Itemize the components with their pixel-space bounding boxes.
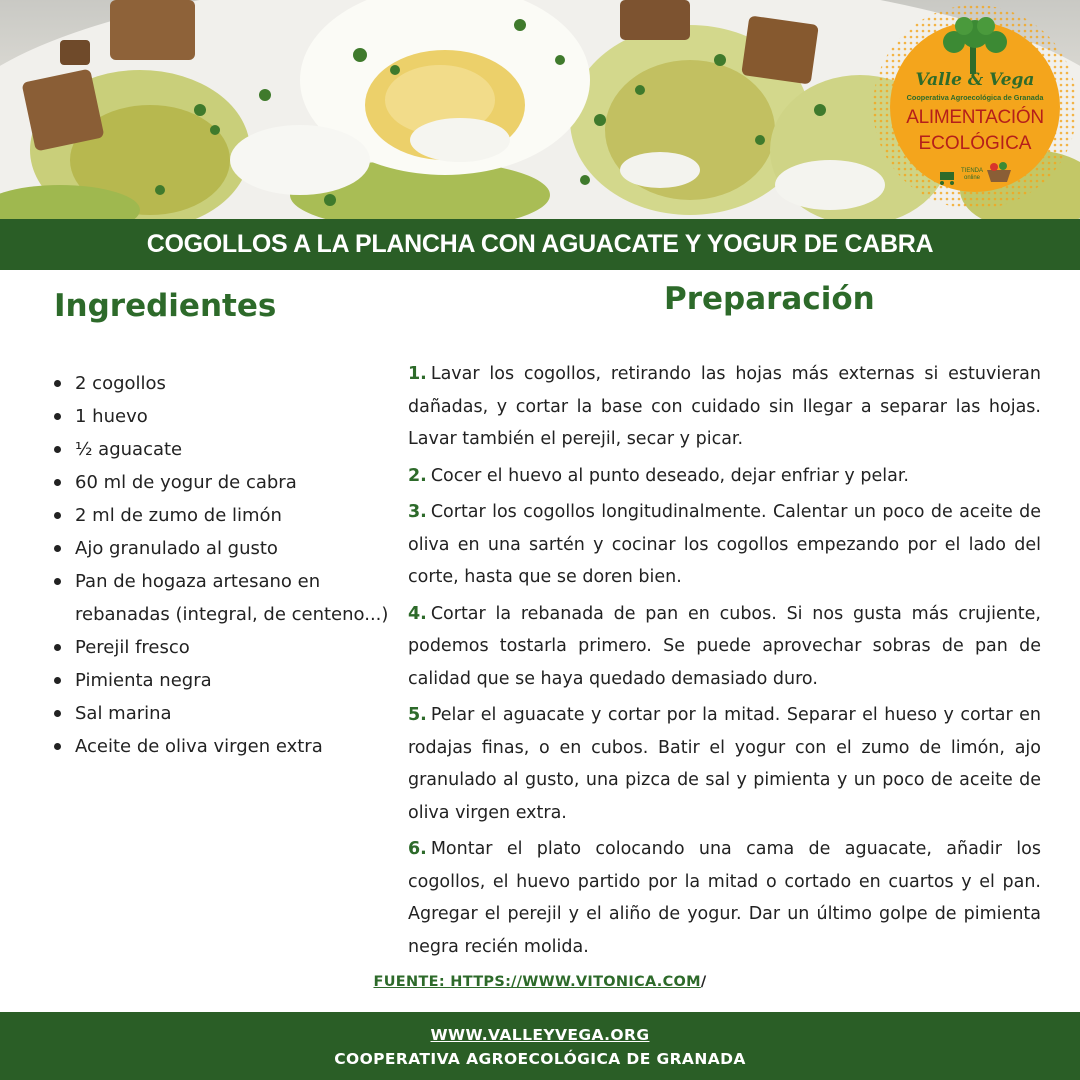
recipe-title: COGOLLOS A LA PLANCHA CON AGUACATE Y YOGUR DE CABRA — [146, 230, 934, 258]
step-text: Cortar los cogollos longitudinalmente. Calentar un poco de aceite de oliva en una sartén y cocinar los cogollos empezando por el lado del corte, hasta que se doren bien. — [408, 502, 1041, 587]
source-suffix: / — [700, 974, 707, 990]
footer-website-link[interactable]: WWW.VALLEYVEGA.ORG — [430, 1026, 650, 1044]
preparation-steps — [408, 358, 1041, 967]
step-number: 6. — [408, 839, 427, 859]
list-item: 1 huevo — [50, 400, 395, 433]
logo-line1: ALIMENTACIÓN — [906, 107, 1044, 128]
step-number: 3. — [408, 502, 427, 522]
list-item: Pimienta negra — [50, 664, 395, 697]
title-band — [0, 219, 1080, 270]
list-item: 2 ml de zumo de limón — [50, 499, 395, 532]
logo-tienda: TIENDA online — [960, 168, 983, 181]
step — [408, 496, 1041, 594]
ingredients-list — [50, 367, 395, 763]
step-text: Lavar los cogollos, retirando las hojas más externas si estuvieran dañadas, y cortar la base con cuidado sin llegar a separar las hojas. Lavar también el perejil, secar y picar. — [408, 364, 1041, 449]
list-item: 2 cogollos — [50, 367, 395, 400]
step — [408, 699, 1041, 829]
step — [408, 358, 1041, 456]
list-item: Pan de hogaza artesano en rebanadas (integral, de centeno...) — [50, 565, 395, 631]
footer-organization: COOPERATIVA AGROECOLÓGICA DE GRANADA — [334, 1050, 746, 1068]
footer-band — [0, 1012, 1080, 1080]
step-text: Cortar la rebanada de pan en cubos. Si nos gusta más crujiente, podemos tostarla primero. Se puede aprovechar sobras de pan de calidad que se haya quedado demasiado duro. — [408, 603, 1041, 689]
list-item: ½ aguacate — [50, 433, 395, 466]
logo-brand: Valle & Vega — [915, 70, 1035, 90]
logo-line2: ECOLÓGICA — [918, 133, 1032, 154]
valle-y-vega-logo — [872, 4, 1078, 210]
step — [408, 598, 1041, 696]
step-number: 4. — [408, 603, 427, 624]
logo-subtitle: Cooperativa Agroecológica de Granada — [906, 93, 1044, 102]
ingredients-heading: Ingredientes — [54, 288, 277, 324]
list-item: Sal marina — [50, 697, 395, 730]
preparation-heading: Preparación — [664, 281, 875, 317]
source-line — [0, 974, 1080, 990]
source-link[interactable]: FUENTE: HTTPS://WWW.VITONICA.COM — [373, 974, 701, 990]
step-number: 1. — [408, 364, 427, 384]
step-number: 2. — [408, 465, 427, 486]
step — [408, 460, 1041, 493]
step-text: Pelar el aguacate y cortar por la mitad. Separar el hueso y cortar en rodajas finas, o en cubos. Batir el yogur con el zumo de limón, ajo granulado al gusto, una pizca de sal y pimienta y un poco de aceite de oliva virgen extra. — [408, 705, 1041, 823]
step-number: 5. — [408, 705, 427, 725]
list-item: Perejil fresco — [50, 631, 395, 664]
list-item: 60 ml de yogur de cabra — [50, 466, 395, 499]
list-item: Ajo granulado al gusto — [50, 532, 395, 565]
step — [408, 833, 1041, 963]
list-item: Aceite de oliva virgen extra — [50, 730, 395, 763]
step-text: Cocer el huevo al punto deseado, dejar enfriar y pelar. — [430, 465, 909, 486]
step-text: Montar el plato colocando una cama de aguacate, añadir los cogollos, el huevo partido por la mitad o cortado en cuartos y el pan. Agregar el perejil y el aliño de yogur. Dar un último golpe de pimienta negra recién molida. — [408, 839, 1041, 957]
